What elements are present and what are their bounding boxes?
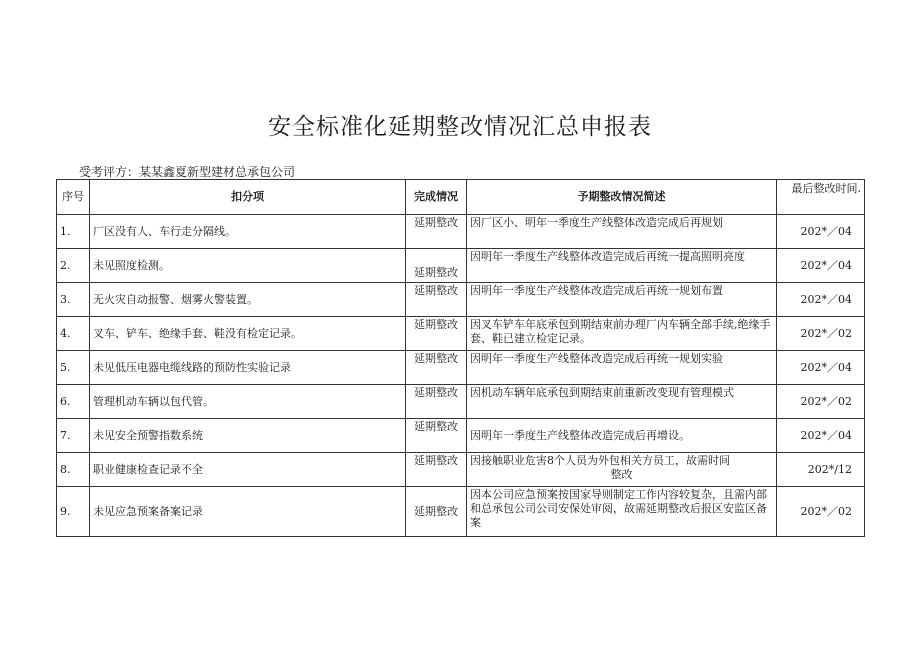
row-date: 202*／04 [777,215,865,249]
row-desc: 因明年一季度生产线整体改造完成后再统一规划实验 [467,351,777,385]
row-desc: 因明年一季度生产线整体改造完成后再增设。 [467,419,777,453]
row-no: 2. [57,249,90,283]
row-no: 7. [57,419,90,453]
row-desc: 因厂区小、明年一季度生产线整体改造完成后再规划 [467,215,777,249]
table-row [57,249,865,283]
row-date: 202*／04 [777,351,865,385]
row-item: 未见应急预案备案记录 [90,487,406,537]
row-date: 202*/12 [777,453,865,487]
row-item: 无火灾自动报警、烟雾火警装置。 [90,283,406,317]
table-row [57,317,865,351]
table-header-row [57,180,865,215]
row-status: 延期整改 [406,419,467,453]
header-item: 扣分项 [90,180,406,215]
row-desc: 因明年一季度生产线整体改造完成后再统一提高照明亮度 [467,249,777,283]
table-row [57,351,865,385]
header-desc: 予期整改情况简述 [467,180,777,215]
table-row [57,215,865,249]
row-desc: 因机动车辆年底承包到期结束前重新改变现有管理模式 [467,385,777,419]
row-desc: 因本公司应急预案按国家导则制定工作内容较复杂，且需内部和总承包公司公司安保处审阅，故需延期整改后报区安监区备案 [467,487,777,537]
row-status: 延期整改 [406,283,467,317]
row-item: 未见安全预警指数系统 [90,419,406,453]
table-row [57,283,865,317]
header-date: 最后整改时间. [777,180,865,215]
row-date: 202*／04 [777,283,865,317]
row-desc [467,453,777,487]
row-date: 202*／02 [777,385,865,419]
row-no: 9. [57,487,90,537]
row-status: 延期整改 [406,351,467,385]
assessed-party: 受考评方：某某鑫夏新型建材总承包公司 [79,165,296,179]
row-item: 未见照度检测。 [90,249,406,283]
row-status: 延期整改 [406,385,467,419]
row-desc: 因明年一季度生产线整体改造完成后再统一规划布置 [467,283,777,317]
row-status: 延期整改 [406,317,467,351]
table-row [57,453,865,487]
table-row [57,487,865,537]
row-item: 职业健康检查记录不全 [90,453,406,487]
row-date: 202*／04 [777,419,865,453]
table-row [57,385,865,419]
page-title: 安全标准化延期整改情况汇总申报表 [268,114,652,140]
row-status: 延期整改 [406,249,467,283]
row-item: 叉车、铲车、绝缘手套、鞋没有检定记录。 [90,317,406,351]
row-status: 延期整改 [406,487,467,537]
row-status: 延期整改 [406,453,467,487]
row-desc: 因叉车铲车年底承包到期结束前办理厂内车辆全部手续,绝缘手套、鞋已建立检定记录。 [467,317,777,351]
table-row [57,419,865,453]
row-status: 延期整改 [406,215,467,249]
row-item: 未见低压电器电缆线路的预防性实验记录 [90,351,406,385]
row-item: 厂区没有人、车行走分隔线。 [90,215,406,249]
row-desc-text: 因接触职业危害8个人员为外包相关方员工，故需时间 [470,454,730,467]
row-no: 4. [57,317,90,351]
row-no: 8. [57,453,90,487]
header-no: 序号 [57,180,90,215]
row-no: 6. [57,385,90,419]
row-date: 202*／02 [777,317,865,351]
row-date: 202*／02 [777,487,865,537]
row-desc-extra: 整改 [610,468,633,481]
header-status: 完成情况 [406,180,467,215]
row-no: 5. [57,351,90,385]
row-no: 3. [57,283,90,317]
row-date: 202*／04 [777,249,865,283]
rectification-table [56,179,865,537]
row-item: 管理机动车辆以包代管。 [90,385,406,419]
row-no: 1. [57,215,90,249]
